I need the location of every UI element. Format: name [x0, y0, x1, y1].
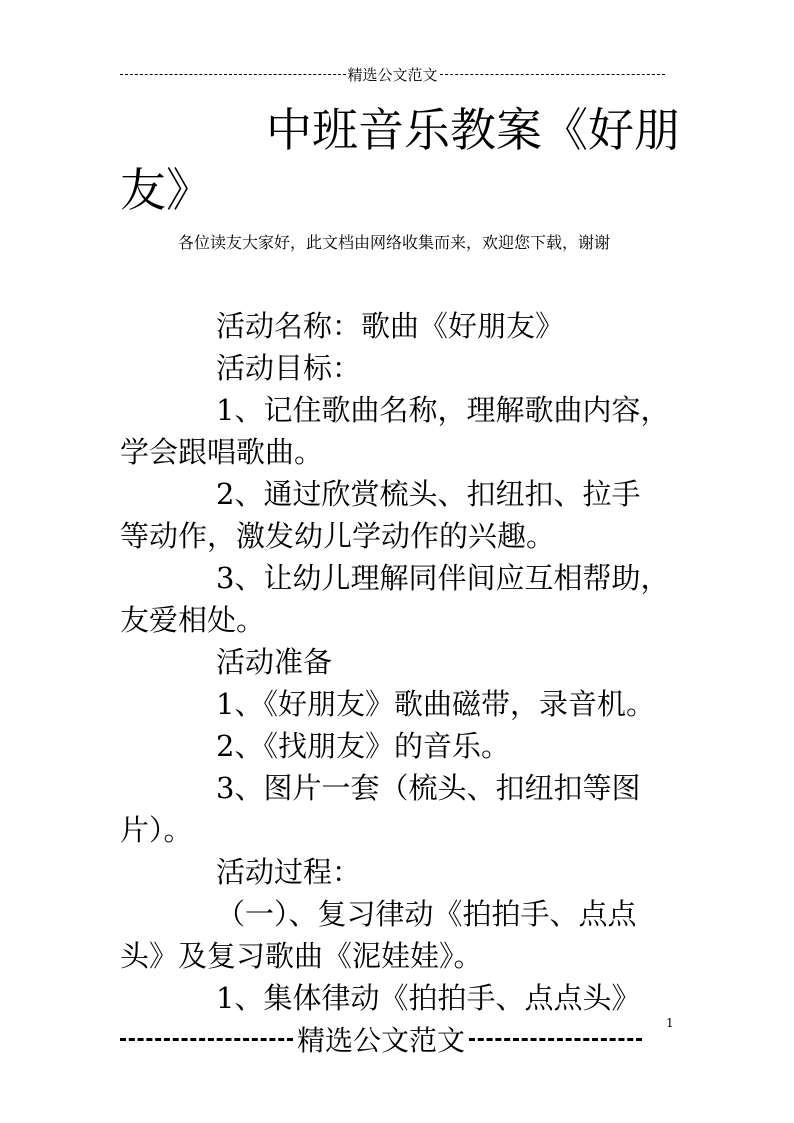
- footer-dash-left: [120, 1038, 293, 1041]
- header-dash-right: [440, 74, 666, 75]
- body-line: 2、《找朋友》的音乐。: [216, 729, 510, 763]
- body-line: 活动目标：: [216, 351, 362, 385]
- body-line: 头》及复习歌曲《泥娃娃》。: [120, 939, 483, 973]
- footer-dash-right: [469, 1038, 642, 1041]
- page-header: [120, 62, 665, 86]
- body-line: 活动过程：: [216, 855, 362, 889]
- header-label: 精选公文范文: [347, 65, 438, 84]
- body-line: 1、集体律动《拍拍手、点点头》: [216, 981, 641, 1015]
- body-line: 等动作，激发幼儿学动作的兴趣。: [120, 519, 556, 553]
- body-line: 学会跟唱歌曲。: [120, 435, 324, 469]
- body-line: 活动准备: [216, 645, 333, 679]
- page-number: 1: [666, 1016, 674, 1030]
- page-footer: [120, 1023, 642, 1055]
- body-line: 活动名称：歌曲《好朋友》: [216, 309, 565, 343]
- title-line-1: 中班音乐教案《好朋: [266, 103, 680, 157]
- body-line: 3、让幼儿理解同伴间应互相帮助，: [216, 561, 670, 595]
- footer-label: 精选公文范文: [297, 1024, 466, 1057]
- body-line: 3、图片一套（梳头、扣纽扣等图: [216, 771, 641, 805]
- body-line: （一）、复习律动《拍拍手、点点: [216, 897, 637, 931]
- body-line: 1、《好朋友》歌曲磁带，录音机。: [216, 687, 655, 721]
- subtitle: 各位读友大家好，此文档由网络收集而来，欢迎您下载，谢谢: [178, 233, 611, 252]
- body-line: 2、通过欣赏梳头、扣纽扣、拉手: [216, 477, 641, 511]
- body-line: 友爱相处。: [120, 603, 266, 637]
- body-line: 片）。: [120, 813, 193, 847]
- title-line-2: 友》: [120, 163, 212, 217]
- header-dash-left: [120, 74, 346, 75]
- body-line: 1、记住歌曲名称，理解歌曲内容，: [216, 393, 670, 427]
